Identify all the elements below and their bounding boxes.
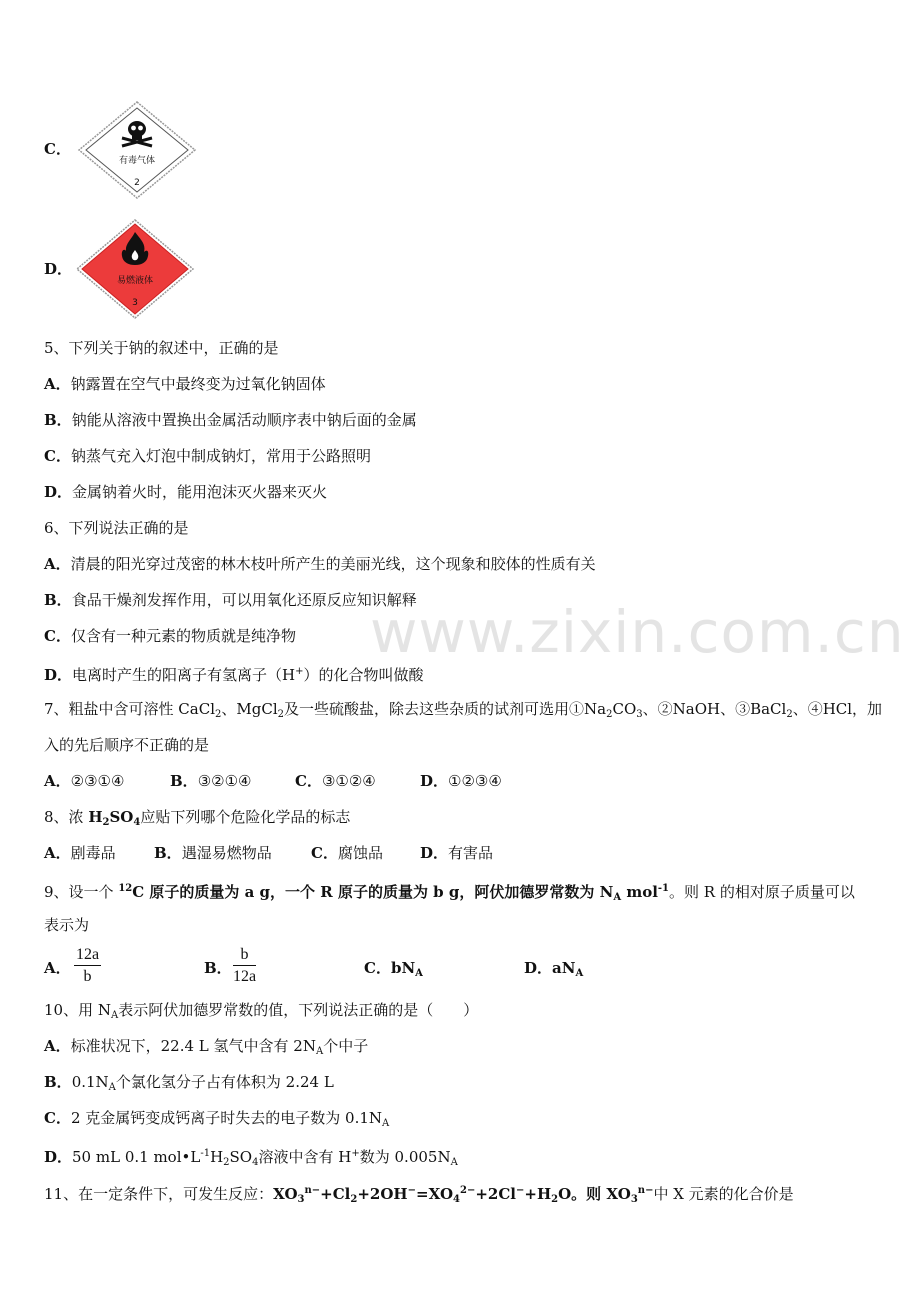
q8-option-b: B．遇湿易燃物品	[154, 844, 272, 862]
flammable-sign-label: 易燃液体	[116, 276, 154, 286]
toxic-sign-label: 有毒气体	[118, 156, 156, 166]
q8-option-c: C．腐蚀品	[311, 844, 383, 862]
q6-option-b: B．食品干燥剂发挥作用，可以用氧化还原反应知识解释	[44, 591, 417, 609]
q5-option-b: B．钠能从溶液中置换出金属活动顺序表中钠后面的金属	[44, 411, 417, 429]
q9-option-a-fraction: 12a b	[76, 946, 100, 985]
q6-stem: 6、下列说法正确的是	[44, 519, 189, 537]
q6-option-d: D．电离时产生的阳离子有氢离子（H+）的化合物叫做酸	[44, 666, 424, 684]
q7-option-d: D．①②③④	[420, 772, 502, 790]
q9-option-c: C．$bN_A$	[364, 959, 423, 979]
q5-stem: 5、下列关于钠的叙述中，正确的是	[44, 339, 279, 357]
watermark: www.zixin.com.cn	[370, 598, 905, 666]
q9-stem-line1: 9、设一个 $^{12}$C 原子的质量为 a g，一个 R 原子的质量为 b g，阿伏加德罗常数为 $N_A$ mol$^{-1}$。则 R 的相对原子质量可以	[44, 883, 855, 903]
q10-option-b: B．$0.1N_A$个氯化氢分子占有体积为 2.24 L	[44, 1073, 334, 1093]
toxic-gas-sign	[76, 100, 198, 200]
q8-option-d: D．有害品	[420, 844, 494, 862]
q4-option-d-label: D．	[44, 260, 73, 278]
q5-option-d: D．金属钠着火时，能用泡沫灭火器来灭火	[44, 483, 328, 501]
q9-option-d: D．$aN_A$	[524, 959, 584, 979]
q9-option-a-label: A．	[44, 959, 71, 977]
q5-option-c: C．钠蒸气充入灯泡中制成钠灯，常用于公路照明	[44, 447, 371, 465]
q6-option-a: A．清晨的阳光穿过茂密的林木枝叶所产生的美丽光线，这个现象和胶体的性质有关	[44, 555, 596, 573]
q8-stem: 8、浓 $H_2SO_4$应贴下列哪个危险化学品的标志	[44, 808, 351, 828]
q10-stem: 10、用 $N_A$表示阿伏加德罗常数的值，下列说法正确的是（ ）	[44, 1001, 479, 1021]
q4-option-c-label: C．	[44, 140, 71, 158]
q9-option-b-fraction: b 12a	[233, 946, 257, 985]
q10-option-d: D．50 mL 0.1 $mol•L^{-1}H_2SO_4$溶液中含有 H+数为 $0.005N_A$	[44, 1148, 458, 1168]
q7-option-c: C．③①②④	[295, 772, 376, 790]
q10-option-c: C．2 克金属钙变成钙离子时失去的电子数为 $0.1N_A$	[44, 1109, 390, 1129]
q5-option-a: A．钠露置在空气中最终变为过氧化钠固体	[44, 375, 326, 393]
q11-stem: 11、在一定条件下，可发生反应：$XO_3^{n-}+Cl_2+2OH^-=XO_4^{2-}+2Cl^-+H_2O$。则 $XO_3^{n-}$中 X 元素的化合价是	[44, 1185, 794, 1205]
q10-option-a: A．标准状况下，22.4 L 氢气中含有 $2N_A$个中子	[44, 1037, 369, 1057]
q7-stem-line2: 入的先后顺序不正确的是	[44, 736, 210, 754]
q9-option-b-label: B．	[204, 959, 232, 977]
q8-option-a: A．剧毒品	[44, 844, 116, 862]
q6-option-c: C．仅含有一种元素的物质就是纯净物	[44, 627, 296, 645]
q7-option-b: B．③②①④	[170, 772, 252, 790]
flammable-sign-number: 3	[132, 298, 138, 308]
q7-option-a: A．②③①④	[44, 772, 125, 790]
toxic-sign-number: 2	[134, 178, 140, 188]
flammable-liquid-sign	[74, 218, 196, 320]
q7-stem-line1: 7、粗盐中含可溶性 CaCl$_2$、MgCl$_2$及一些硫酸盐，除去这些杂质的试剂可选用$①Na_2CO_3$、②NaOH、③BaCl$_2$、④HCl，加	[44, 700, 883, 720]
q9-stem-line2: 表示为	[44, 916, 90, 934]
